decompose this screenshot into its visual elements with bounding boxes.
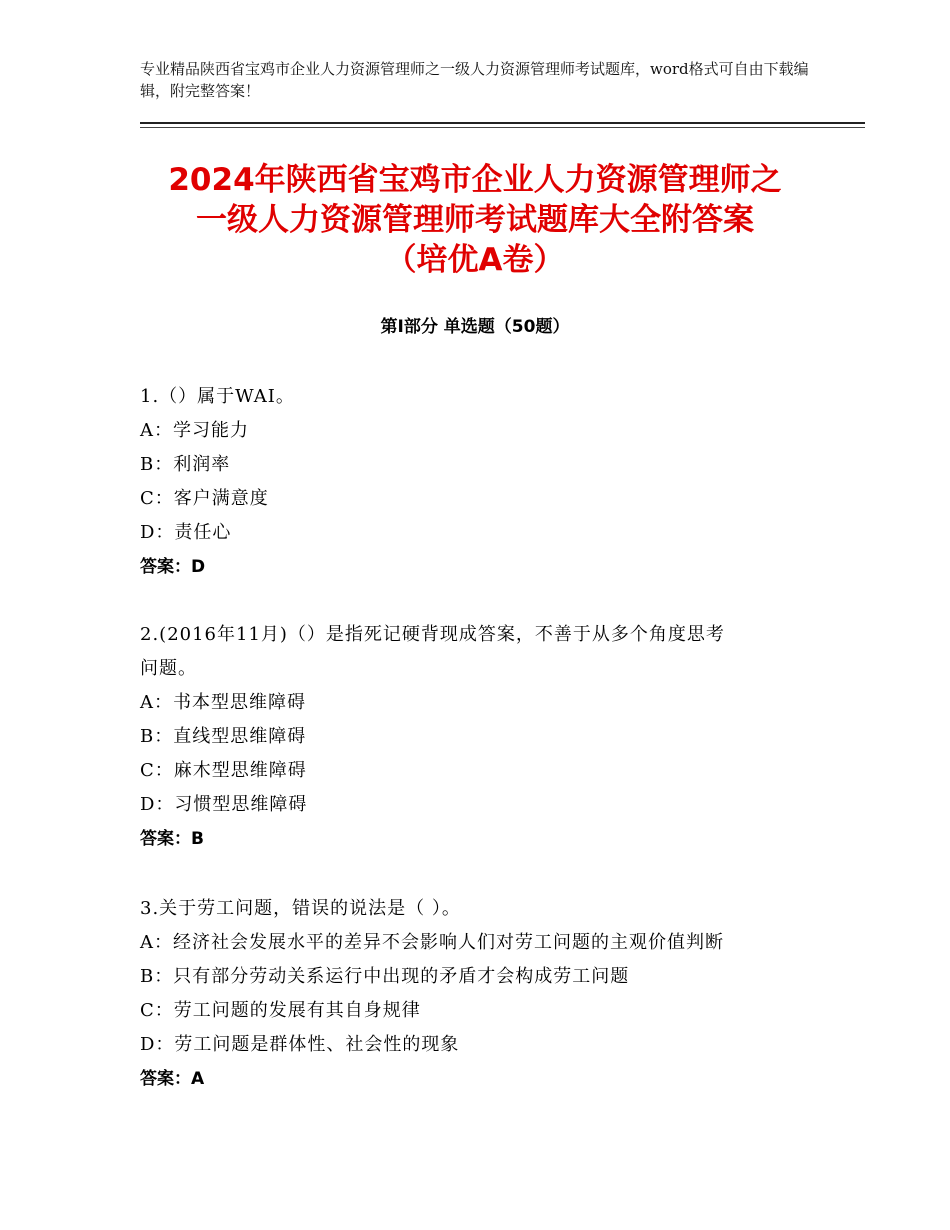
option-a: A：经济社会发展水平的差异不会影响人们对劳工问题的主观价值判断 [140,932,724,953]
question-stem-continued: 问题。 [140,658,197,679]
answer: 答案：D [140,557,206,577]
option-c: C：麻木型思维障碍 [140,760,307,781]
question-stem: 2.(2016年11月)（）是指死记硬背现成答案，不善于从多个角度思考 [140,624,725,645]
option-d: D：习惯型思维障碍 [140,794,308,815]
option-d: D：劳工问题是群体性、社会性的现象 [140,1034,460,1055]
option-d: D：责任心 [140,522,232,543]
header-rule-thin [140,127,865,128]
header-rule-thick [140,122,865,124]
title-line-2: 一级人力资源管理师考试题库大全附答案 [196,202,754,238]
option-b: B：直线型思维障碍 [140,726,307,747]
option-c: C：劳工问题的发展有其自身规律 [140,1000,421,1021]
option-b: B：利润率 [140,454,231,475]
question-3 [140,892,820,1096]
question-stem: 1.（）属于WAI。 [140,386,295,407]
answer: 答案：B [140,829,204,849]
document-title [120,160,830,280]
option-a: A：书本型思维障碍 [140,692,306,713]
question-stem: 3.关于劳工问题，错误的说法是（ ）。 [140,898,461,919]
question-1 [140,380,820,584]
header-note: 专业精品陕西省宝鸡市企业人力资源管理师之一级人力资源管理师考试题库，word格式可自由下载编辑，附完整答案！ [140,60,809,100]
section-title: 第Ⅰ部分 单选题（50题） [380,317,570,337]
title-line-1: 2024年陕西省宝鸡市企业人力资源管理师之 [168,162,782,198]
option-a: A：学习能力 [140,420,249,441]
question-2 [140,618,820,856]
answer: 答案：A [140,1069,205,1089]
option-b: B：只有部分劳动关系运行中出现的矛盾才会构成劳工问题 [140,966,630,987]
option-c: C：客户满意度 [140,488,269,509]
title-line-3: （培优A卷） [385,242,565,278]
